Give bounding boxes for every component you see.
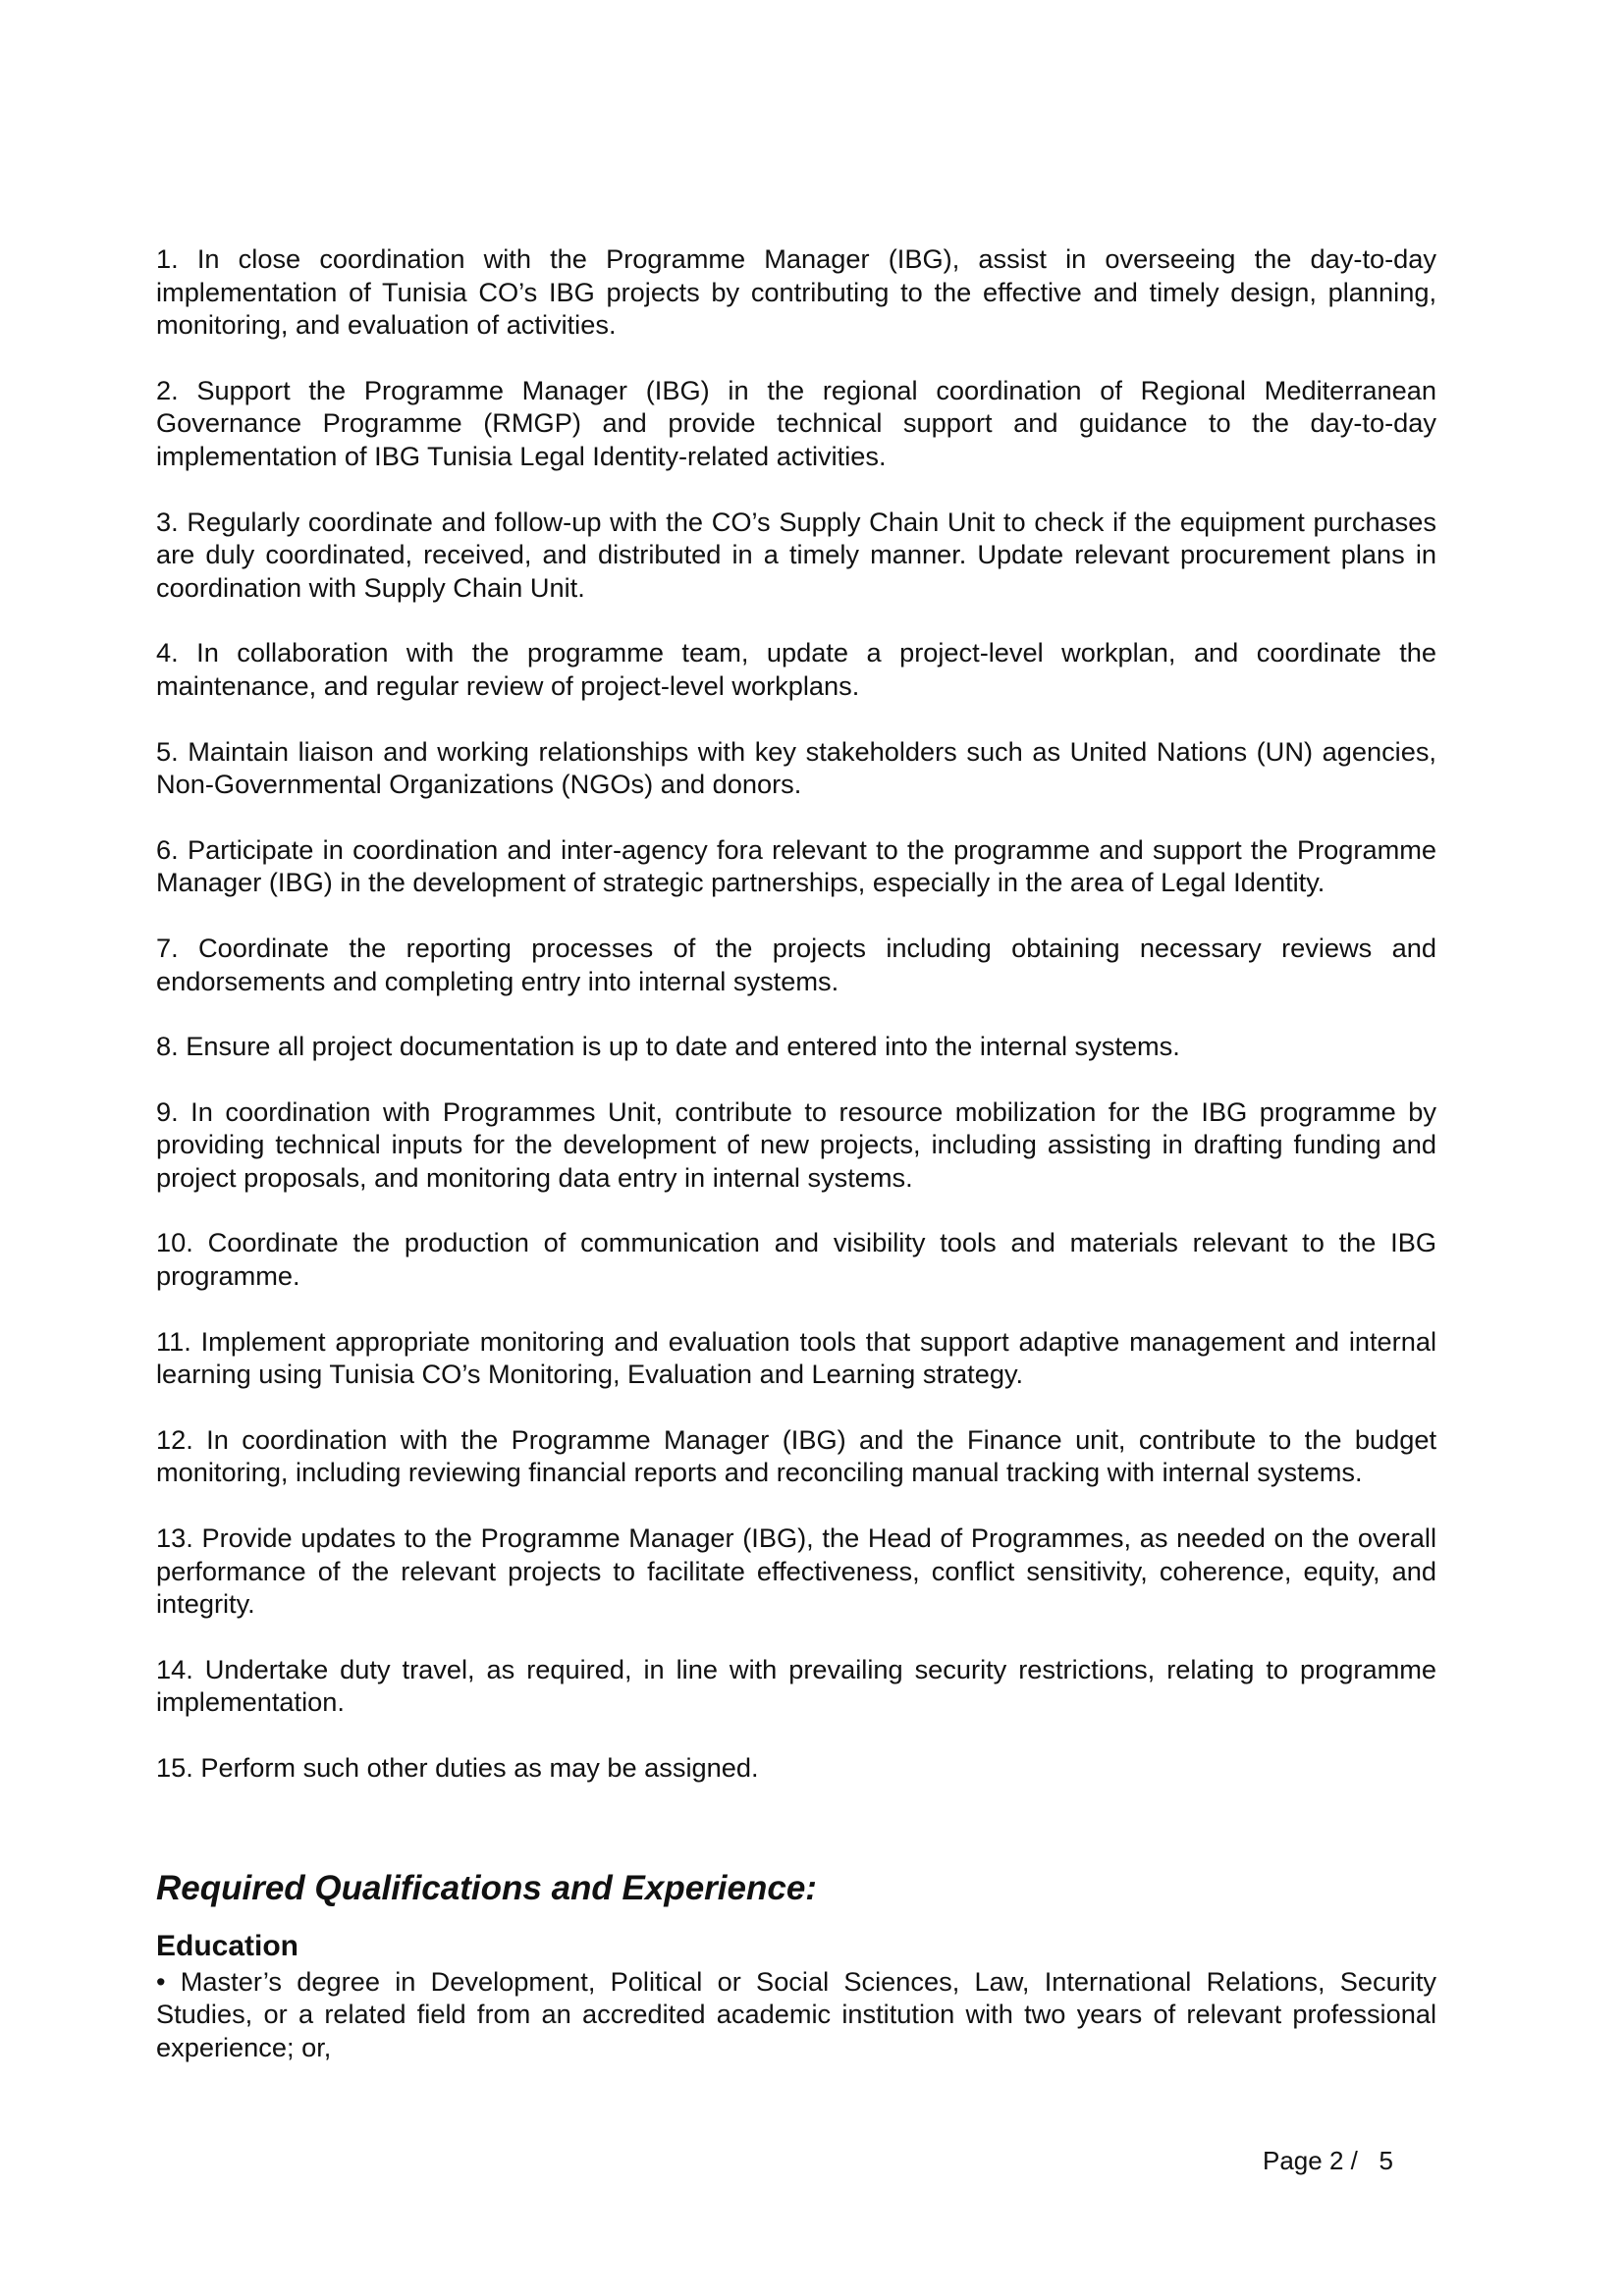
duty-item-5: 5. Maintain liaison and working relationships with key stakeholders such as United Nations (UN) agencies, Non-Governmental Organizations (NGOs) and donors.	[156, 735, 1436, 800]
duty-item-10: 10. Coordinate the production of communication and visibility tools and materials relevant to the IBG programme.	[156, 1227, 1436, 1292]
document-body	[156, 242, 1436, 2063]
education-item: • Master’s degree in Development, Political or Social Sciences, Law, International Relations, Security Studies, or a related field from an accredited academic institution with two years of relevant professional experience; or,	[156, 1965, 1436, 2062]
education-heading: Education	[156, 1929, 299, 1962]
duty-item-15: 15. Perform such other duties as may be assigned.	[156, 1752, 759, 1783]
qualifications-heading: Required Qualifications and Experience:	[156, 1868, 817, 1907]
duty-item-11: 11. Implement appropriate monitoring and evaluation tools that support adaptive management and internal learning using Tunisia CO’s Monitoring, Evaluation and Learning strategy.	[156, 1325, 1436, 1390]
duty-item-6: 6. Participate in coordination and inter-agency fora relevant to the programme and support the Programme Manager (IBG) in the development of strategic partnerships, especially in the area of Legal Identity.	[156, 833, 1436, 898]
duty-item-8: 8. Ensure all project documentation is up to date and entered into the internal systems.	[156, 1031, 1180, 1062]
duty-item-1: 1. In close coordination with the Programme Manager (IBG), assist in overseeing the day-to-day implementation of Tunisia CO’s IBG projects by contributing to the effective and timely design, planning, monitoring, and evaluation of activities.	[156, 243, 1436, 341]
duty-item-2: 2. Support the Programme Manager (IBG) in the regional coordination of Regional Mediterranean Governance Programme (RMGP) and provide technical support and guidance to the day-to-day implementation of IBG Tunisia Legal Identity-related activities.	[156, 374, 1436, 471]
duty-item-7: 7. Coordinate the reporting processes of the projects including obtaining necessary reviews and endorsements and completing entry into internal systems.	[156, 932, 1436, 996]
duty-item-13: 13. Provide updates to the Programme Manager (IBG), the Head of Programmes, as needed on the overall performance of the relevant projects to facilitate effectiveness, conflict sensitivity, coherence, equity, and integrity.	[156, 1522, 1436, 1620]
page-number: Page 2 / 5	[1263, 2146, 1393, 2175]
duty-item-3: 3. Regularly coordinate and follow-up with the CO’s Supply Chain Unit to check if the equipment purchases are duly coordinated, received, and distributed in a timely manner. Update relevant procurement plans in coordination with Supply Chain Unit.	[156, 506, 1436, 603]
duty-item-4: 4. In collaboration with the programme team, update a project-level workplan, and coordinate the maintenance, and regular review of project-level workplans.	[156, 637, 1436, 701]
duty-item-14: 14. Undertake duty travel, as required, in line with prevailing security restrictions, relating to programme implementation.	[156, 1653, 1436, 1718]
duty-item-9: 9. In coordination with Programmes Unit, contribute to resource mobilization for the IBG programme by providing technical inputs for the development of new projects, including assisting in drafting funding and project proposals, and monitoring data entry in internal systems.	[156, 1095, 1436, 1193]
duty-item-12: 12. In coordination with the Programme Manager (IBG) and the Finance unit, contribute to the budget monitoring, including reviewing financial reports and reconciling manual tracking with internal systems.	[156, 1423, 1436, 1488]
